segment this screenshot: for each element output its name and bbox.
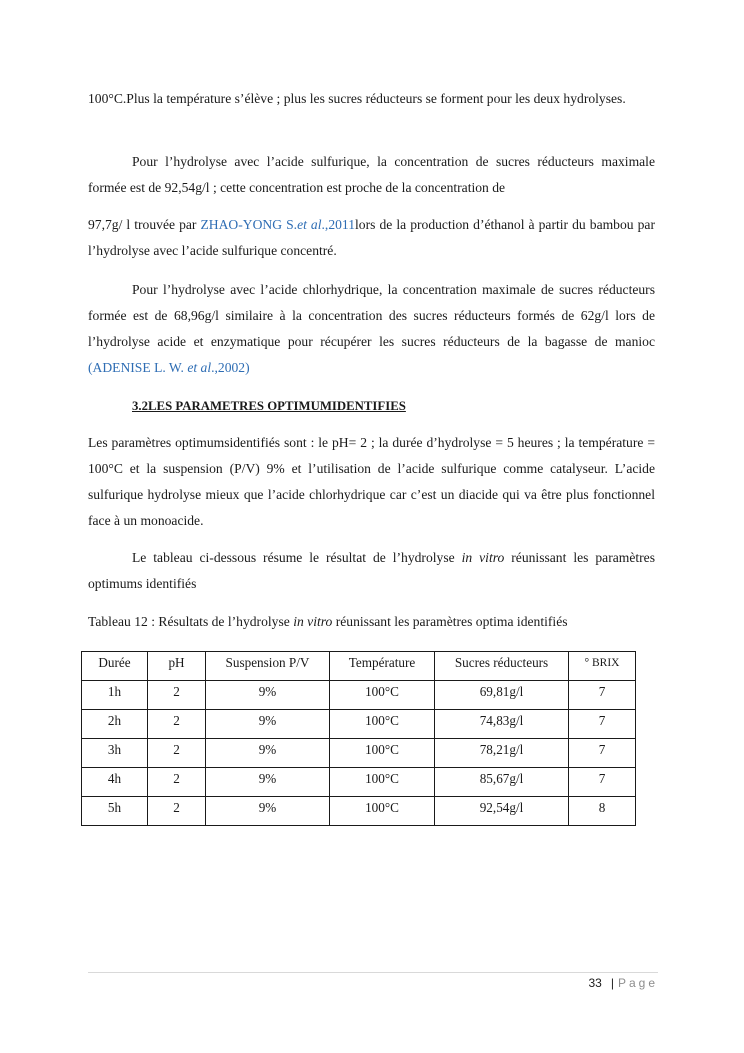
paragraph-parameters: Les paramètres optimumsidentifiés sont : le pH= 2 ; la durée d’hydrolyse = 5 heures ; la température = 100°C et la suspension (P/V) 9% et l’utilisation de l’acide sulfurique comme catalyseur. L’acide sulfurique hydrolyse mieux que l’acide chlorhydrique car c’est un diacide qui va être plus fonctionnel face à un monoacide. [88, 435, 655, 528]
cell-suspension: 9% [206, 739, 330, 768]
header-temperature: Température [330, 652, 435, 681]
header-sucres: Sucres réducteurs [435, 652, 569, 681]
cell-sucres: 92,54g/l [435, 797, 569, 826]
citation-etal: et al [187, 360, 212, 375]
cell-ph: 2 [148, 739, 206, 768]
cell-ph: 2 [148, 710, 206, 739]
cell-brix: 7 [569, 681, 636, 710]
text-segment: 97,7g/ l trouvée par [88, 217, 201, 232]
page-label: Page [617, 976, 658, 990]
cell-temperature: 100°C [330, 681, 435, 710]
paragraph-table-intro [88, 545, 655, 597]
cell-brix: 7 [569, 710, 636, 739]
citation-year: .,2002) [211, 360, 250, 375]
italic-term: in vitro [461, 550, 505, 565]
cell-brix: 7 [569, 739, 636, 768]
cell-temperature: 100°C [330, 797, 435, 826]
cell-suspension: 9% [206, 681, 330, 710]
cell-duree: 4h [82, 768, 148, 797]
cell-sucres: 78,21g/l [435, 739, 569, 768]
cell-temperature: 100°C [330, 710, 435, 739]
cell-ph: 2 [148, 681, 206, 710]
cell-sucres: 74,83g/l [435, 710, 569, 739]
cell-duree: 1h [82, 681, 148, 710]
text-segment: réunissant les paramètres optimums identifiés [88, 550, 655, 591]
cell-suspension: 9% [206, 797, 330, 826]
cell-duree: 5h [82, 797, 148, 826]
cell-brix: 7 [569, 768, 636, 797]
cell-suspension: 9% [206, 710, 330, 739]
table-row [82, 797, 636, 826]
text-segment: Le tableau ci-dessous résume le résultat de l’hydrolyse [132, 550, 462, 565]
cell-temperature: 100°C [330, 739, 435, 768]
paragraph-sulfuric-b [88, 212, 655, 264]
cell-temperature: 100°C [330, 768, 435, 797]
caption-end: réunissant les paramètres optima identifiés [332, 614, 568, 629]
header-brix: ° BRIX [569, 652, 636, 681]
citation-zhao-yong [200, 217, 355, 232]
paragraph-intro: 100°C.Plus la température s’élève ; plus les sucres réducteurs se forment pour les deux hydrolyses. [88, 91, 626, 106]
results-table [81, 651, 636, 826]
paragraph-chlorhydric [88, 277, 655, 381]
cell-sucres: 69,81g/l [435, 681, 569, 710]
cell-duree: 2h [82, 710, 148, 739]
cell-ph: 2 [148, 797, 206, 826]
text-segment: lors de la production d’éthanol à partir du bambou par l’hydrolyse avec l’acide sulfurique concentré. [88, 217, 655, 258]
paragraph-sulfuric-a: Pour l’hydrolyse avec l’acide sulfurique, la concentration de sucres réducteurs maximale formée est de 92,54g/l ; cette concentration est proche de la concentration de [88, 154, 655, 195]
citation-author: ZHAO-YONG S. [200, 217, 298, 232]
cell-ph: 2 [148, 768, 206, 797]
section-heading: 3.2LES PARAMETRES OPTIMUMIDENTIFIES [132, 399, 406, 413]
table-caption [88, 610, 568, 634]
footer-divider [88, 972, 658, 973]
table-row [82, 681, 636, 710]
table-row [82, 768, 636, 797]
table-row [82, 739, 636, 768]
header-ph: pH [148, 652, 206, 681]
footer-separator: | [610, 976, 614, 990]
caption-start: Tableau 12 : Résultats de l’hydrolyse [88, 614, 294, 629]
caption-italic: in vitro [293, 614, 333, 629]
header-suspension: Suspension P/V [206, 652, 330, 681]
page-number: 33 [588, 976, 602, 990]
header-duree: Durée [82, 652, 148, 681]
cell-sucres: 85,67g/l [435, 768, 569, 797]
citation-year: .,2011 [321, 217, 355, 232]
citation-adenise [88, 360, 250, 375]
citation-author: (ADENISE L. W. [88, 360, 188, 375]
text-segment: Pour l’hydrolyse avec l’acide chlorhydrique, la concentration maximale de sucres réducteurs formée est de 68,96g/l similaire à la concentration des sucres réducteurs formés de 62g/l lors de l’hydrolyse acide et enzymatique pour récupérer les sucres réducteurs de la bagasse de manioc [88, 282, 655, 349]
cell-suspension: 9% [206, 768, 330, 797]
citation-etal: et al [297, 217, 322, 232]
cell-brix: 8 [569, 797, 636, 826]
page-footer [588, 975, 658, 991]
table-row [82, 710, 636, 739]
table-header-row [82, 652, 636, 681]
cell-duree: 3h [82, 739, 148, 768]
